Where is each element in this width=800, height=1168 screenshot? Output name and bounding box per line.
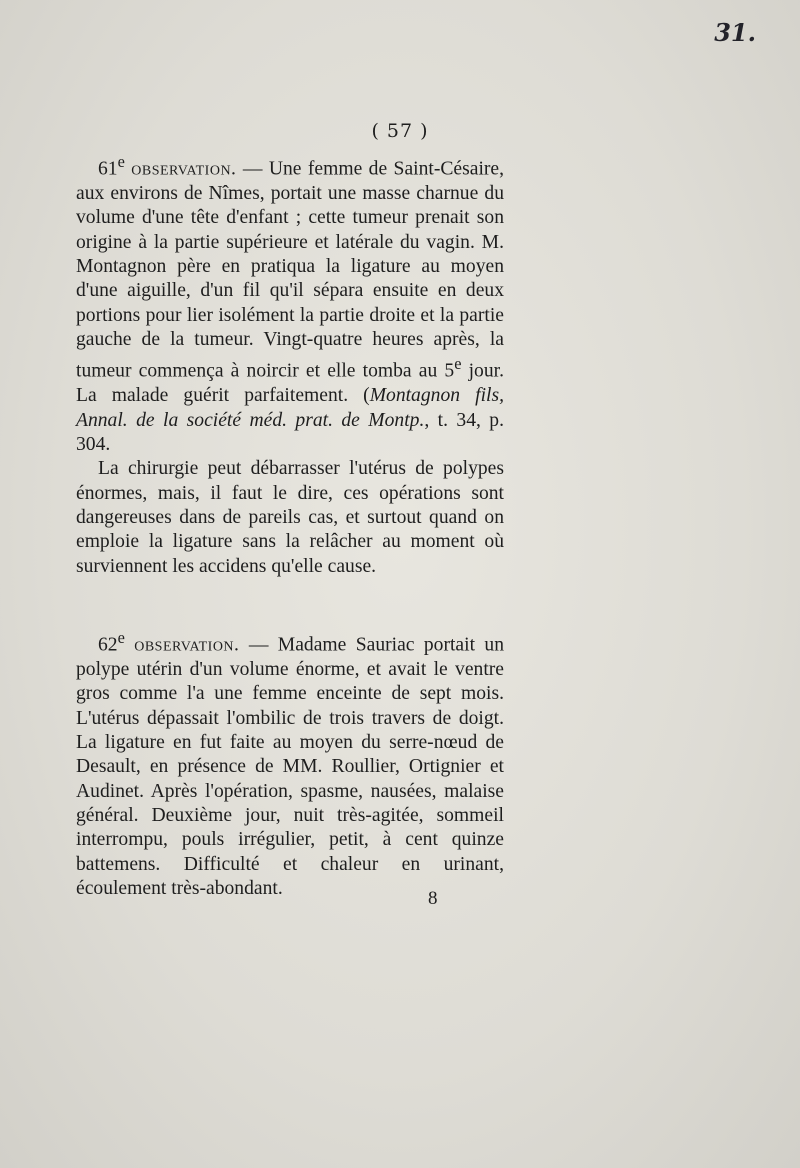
observation-heading: observation.	[134, 634, 240, 656]
reference-citation: Montagnon fils, Annal. de la société méd. prat. de Montp.	[76, 385, 504, 431]
signature-mark: 8	[428, 888, 438, 909]
ordinal-superscript: e	[117, 152, 125, 171]
page-number-header: ( 57 )	[371, 120, 429, 142]
observation-62-paragraph	[76, 626, 504, 901]
observation-61-paragraph	[76, 150, 504, 457]
observation-61-number: 61	[98, 158, 118, 180]
observation-62	[76, 626, 504, 901]
observation-62-number: 62	[98, 634, 118, 656]
observation-61-text: — Une femme de Saint-Césaire, aux environs de Nîmes, portait une masse charnue du volume d'une tête d'enfant ; cette tumeur prenait son origine à la partie supérieure et latérale du vagin. M. Montagnon père en pratiqua la ligature au moyen d'une aiguille, d'un fil qu'il sépara ensuite en deux portions pour lier isolément la partie droite et la partie gauche de la tumeur. Vingt-quatre heures après, la tumeur commença à noircir et elle tomba au 5	[76, 158, 505, 382]
observation-62-text: — Madame Sauriac portait un polype utérin d'un volume énorme, et avait le ventre gros comme l'a une femme enceinte de sept mois. L'utérus dépassait l'ombilic de trois travers de doigt. La ligature en fut faite au moyen du serre-nœud de Desault, en présence de MM. Roullier, Ortignier et Audinet. Après l'opération, spasme, nausées, malaise général. Deuxième jour, nuit très-agitée, sommeil interrompu, pouls irrégulier, petit, à cent quinze battemens. Difficulté et chaleur en urinant, écoulement très-abondant.	[76, 634, 504, 899]
handwritten-folio-number: 31.	[714, 18, 756, 47]
chirurgie-paragraph: La chirurgie peut débarrasser l'utérus de polypes énormes, mais, il faut le dire, ces opérations sont dangereuses dans de pareils cas, et surtout quand on emploie la ligature sans la relâcher au moment où surviennent les accidens qu'elle cause.	[76, 458, 504, 577]
ordinal-superscript: e	[454, 354, 462, 374]
observation-61-text-cont: jour. La malade guérit parfaitement. (	[76, 360, 504, 407]
ordinal-superscript: e	[117, 628, 125, 647]
reference-volume-page: , t. 34, p. 304.	[76, 409, 504, 455]
observation-heading: observation.	[131, 158, 237, 180]
observation-61	[76, 150, 504, 579]
